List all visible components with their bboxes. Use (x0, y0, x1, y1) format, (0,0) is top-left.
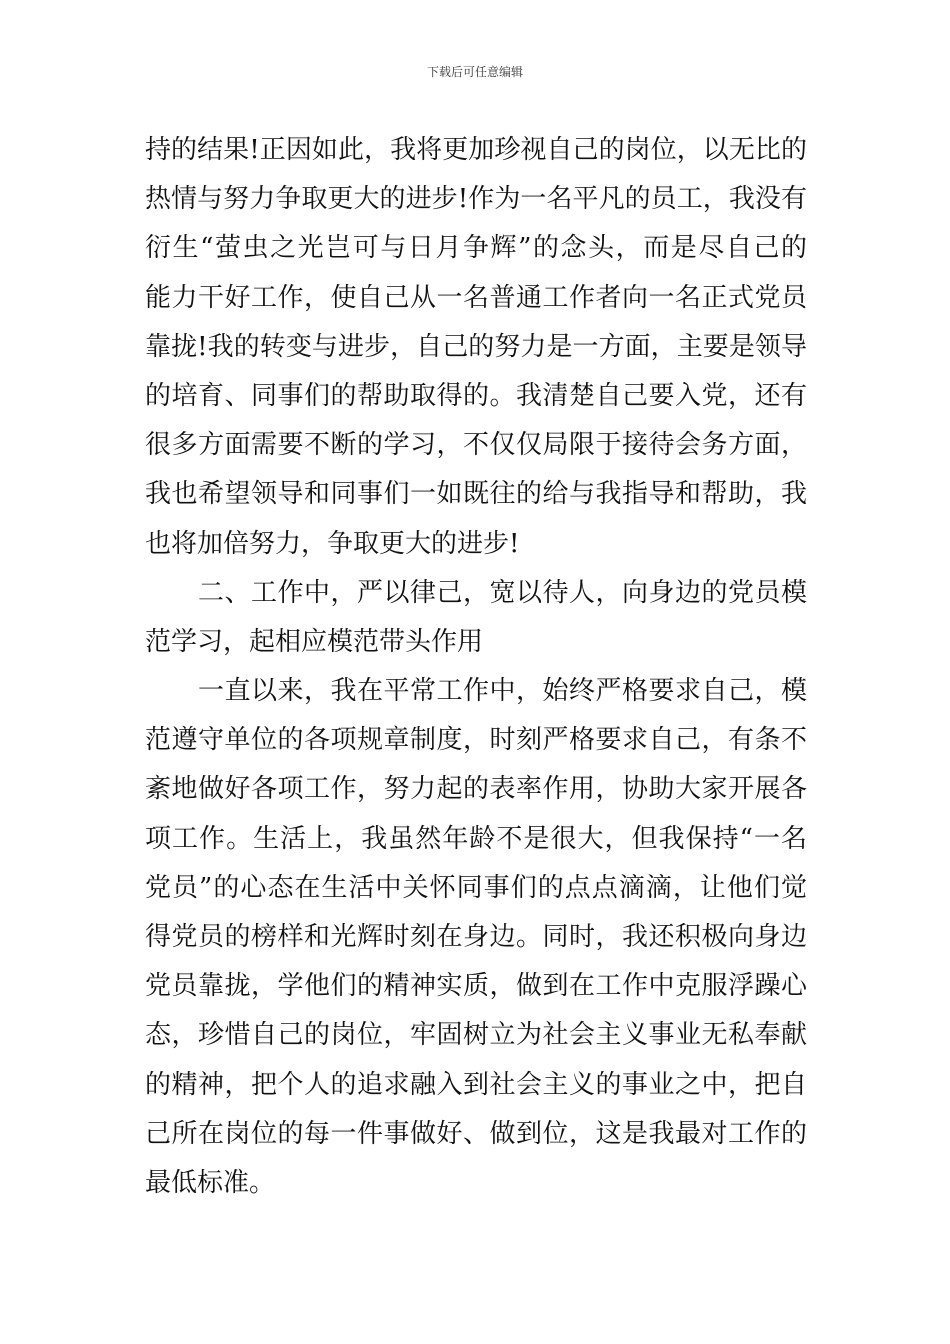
text-line: 的精神，把个人的追求融入到社会主义的事业之中，把自 (145, 1069, 807, 1100)
text-line: 持的结果!正因如此，我将更加珍视自己的岗位，以无比的 (145, 135, 807, 165)
text-line: 得党员的榜样和光辉时刻在身边。同时，我还积极向身边 (145, 922, 807, 952)
text-line: 态，珍惜自己的岗位，牢固树立为社会主义事业无私奉献 (145, 1020, 807, 1051)
text-line: 一直以来，我在平常工作中，始终严格要求自己，模 (145, 676, 807, 707)
text-line: 二、工作中，严以律己，宽以待人，向身边的党员模 (145, 577, 807, 608)
text-line: 的培育、同事们的帮助取得的。我清楚自己要入党，还有 (145, 380, 807, 411)
text-line: 我也希望领导和同事们一如既往的给与我指导和帮助，我 (145, 479, 807, 510)
text-line: 党员靠拢，学他们的精神实质，做到在工作中克服浮躁心 (145, 971, 807, 1002)
text-line: 最低标准。 (145, 1167, 276, 1198)
text-line: 热情与努力争取更大的进步!作为一名平凡的员工，我没有 (145, 184, 807, 215)
text-line: 项工作。生活上，我虽然年龄不是很大，但我保持“一名 (145, 823, 807, 854)
page-header: 下载后可任意编辑 (426, 65, 523, 79)
text-line: 很多方面需要不断的学习，不仅仅局限于接待会务方面， (145, 430, 807, 461)
text-line: 衍生“萤虫之光岂可与日月争辉”的念头，而是尽自己的 (145, 233, 807, 264)
text-line: 也将加倍努力，争取更大的进步! (145, 528, 520, 559)
text-line: 范学习，起相应模范带头作用 (145, 626, 484, 657)
body-text (145, 126, 807, 1208)
text-line: 己所在岗位的每一件事做好、做到位，这是我最对工作的 (145, 1118, 807, 1149)
text-line: 能力干好工作，使自己从一名普通工作者向一名正式党员 (145, 282, 807, 313)
text-line: 党员”的心态在生活中关怀同事们的点点滴滴，让他们觉 (145, 872, 807, 903)
text-line: 范遵守单位的各项规章制度，时刻严格要求自己，有条不 (145, 725, 807, 756)
text-line: 紊地做好各项工作，努力起的表率作用，协助大家开展各 (145, 774, 807, 805)
text-line: 靠拢!我的转变与进步，自己的努力是一方面，主要是领导 (145, 331, 807, 362)
